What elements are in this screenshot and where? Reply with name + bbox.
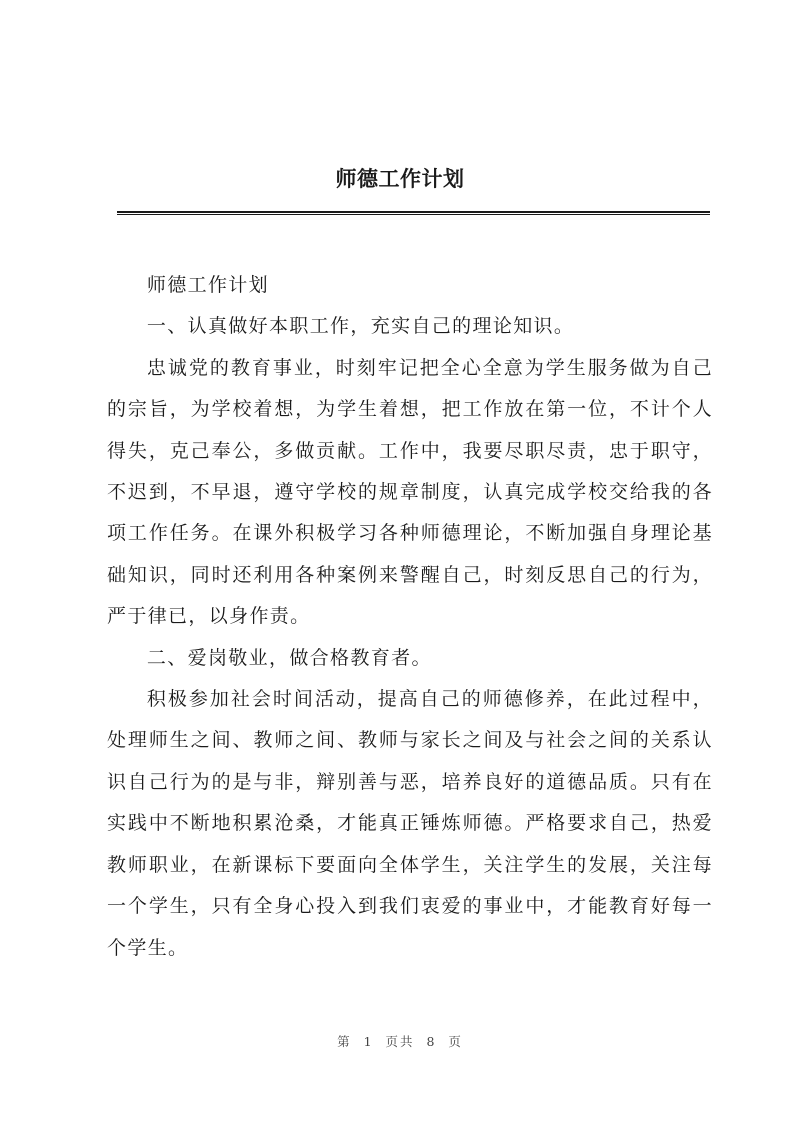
paragraph-heading: 师德工作计划 <box>146 274 269 296</box>
paragraph-section-1: 忠诚党的教育事业，时刻牢记把全心全意为学生服务做为自己的宗旨，为学校着想，为学生着想，把工作放在第一位，不计个人得失，克己奉公，多做贡献。工作中，我要尽职尽责，忠于职守，不迟到，不早退，遵守学校的规章制度，认真完成学校交给我的各项工作任务。在课外积极学习各种师德理论，不断加强自身理论基础知识，同时还利用各种案例来警醒自己，时刻反思自己的行为，严于律已，以身作责。 <box>107 356 713 628</box>
section-heading-1: 一、认真做好本职工作，充实自己的理论知识。 <box>146 315 575 338</box>
section-heading-2: 二、爱岗敬业，做合格教育者。 <box>146 646 432 669</box>
paragraph-section-2: 积极参加社会时间活动，提高自己的师德修养，在此过程中，处理师生之间、教师之间、教师与家长之间及与社会之间的关系认识自己行为的是与非，辩别善与恶，培养良好的道德品质。只有在实践中不断地积累沧桑，才能真正锤炼师德。严格要求自己，热爱教师职业，在新课标下要面向全体学生，关注学生的发展，关注每一个学生，只有全身心投入到我们衷爱的事业中，才能教育好每一个学生。 <box>107 688 713 959</box>
document-title: 师德工作计划 <box>335 167 465 191</box>
title-divider <box>117 211 710 215</box>
document-body <box>107 265 713 969</box>
page-number-footer: 第 1 页共 8 页 <box>337 1034 463 1049</box>
